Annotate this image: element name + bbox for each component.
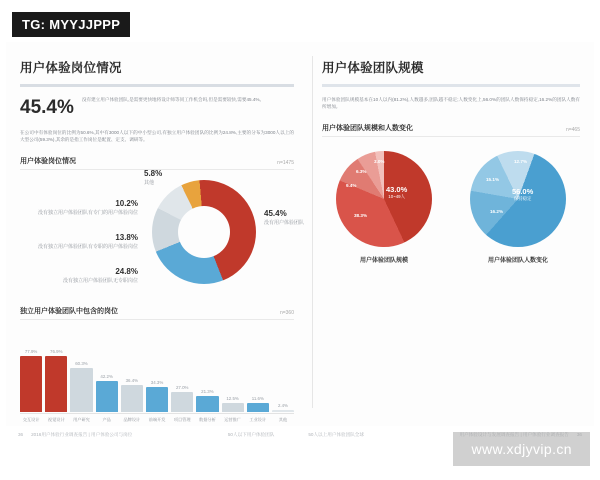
right-column <box>308 42 594 426</box>
bar-value: 2.4% <box>277 402 288 408</box>
bar <box>45 356 67 411</box>
bar-group <box>121 326 143 412</box>
left-section-title: 用户体验岗位情况 <box>20 61 122 75</box>
bar-group <box>222 326 244 412</box>
footer-note-left: 2016用户体验行业调查报告 | 用户体验公司与岗位 <box>31 432 133 437</box>
chart2-sample-size: n=360 <box>279 309 294 316</box>
bar-category-label: 其他 <box>278 416 288 422</box>
bar-group <box>96 326 118 412</box>
left-headline-block <box>20 96 294 119</box>
chart2-header <box>20 306 294 320</box>
bar-value: 34.3% <box>150 379 164 385</box>
report-page <box>6 42 594 426</box>
pie-team-size <box>322 151 446 264</box>
pie-headcount-caption: 用户体验团队人数变化 <box>487 257 548 264</box>
pie-headcount-change <box>456 151 580 264</box>
footer-mid-right: 50人以上用户体验团队全球 <box>308 432 364 437</box>
bar <box>146 387 168 412</box>
footer-mid-left: 50人以下用户体验团队 <box>227 432 275 437</box>
bar-value: 11.6% <box>251 396 264 402</box>
donut-chart <box>20 168 305 302</box>
donut-annotation-no-team: 45.4% 没有用户体验团队 <box>264 208 305 227</box>
left-paragraph: 在公司中有体验岗位的比例为50.6%,其中有3000人以下的中小型公司,有独立用户体验团队的比例为24.8%,主要的分布为3000人以上的大型公司(59.3%),其余的是指工作岗位是配置、定支、调研等。 <box>20 129 294 143</box>
bar-category-label: 产品 <box>102 416 111 422</box>
bar-value: 21.3% <box>201 389 214 395</box>
bar-category-label: 运营推广 <box>224 416 241 422</box>
bar-group <box>70 326 92 412</box>
bar <box>121 385 143 411</box>
bar-value: 77.9% <box>24 348 38 354</box>
pie-headcount-change-graphic <box>470 151 566 247</box>
bar-category-label: 交互设计 <box>22 416 40 422</box>
bar-value: 60.3% <box>75 361 88 367</box>
right-section-title: 用户体验团队规模 <box>322 61 424 75</box>
left-headline-text: 没有建立用户体验团队,是需要更快地将设计师等同工作机会吗,但是需要较快,需要45.4%。 <box>81 97 265 102</box>
footer-page-left: 36 <box>18 432 24 437</box>
pie-team-size-slice-3: 9.4% <box>346 182 357 188</box>
bar <box>20 356 42 412</box>
donut-ring <box>152 180 256 284</box>
telegram-badge: TG: MYYJJPPP <box>12 12 130 37</box>
left-title-rule <box>20 84 294 87</box>
pie-team-size-caption: 用户体验团队规模 <box>359 257 408 264</box>
donut-annotation-24-8: 24.8% 没有独立用户体验团队无专职岗位 <box>62 266 138 285</box>
pie-team-size-slice-4: 6.3% <box>356 168 367 174</box>
bar <box>222 403 244 412</box>
chart1-sample-size: n=1475 <box>277 159 294 166</box>
bar <box>96 381 118 411</box>
bar <box>272 410 294 412</box>
bar <box>247 403 269 411</box>
bar-category-label: 品牌设计 <box>123 416 141 422</box>
bar-category-label: 前端开发 <box>148 416 166 422</box>
bar-value: 42.2% <box>100 374 113 380</box>
donut-annotation-other: 5.8% 其他 <box>144 168 163 187</box>
pie-team-size-slice-5: 3.0% <box>374 158 385 164</box>
watermark: www.xdjyvip.cn <box>453 432 590 466</box>
bar-value: 36.4% <box>125 378 139 384</box>
pie-headcount-center: 56.0% 保持稳定 <box>512 186 534 202</box>
footer-middle <box>228 432 364 438</box>
chart2-title: 独立用户体验团队中包含的岗位 <box>20 307 118 315</box>
right-chart-sample-size: n=465 <box>565 126 580 133</box>
right-chart-header <box>322 123 580 137</box>
left-column <box>6 42 308 426</box>
right-title-rule <box>322 84 580 87</box>
bar <box>70 368 92 411</box>
pie-team-size-center: 43.0% 10~49人 <box>386 184 408 200</box>
right-chart-title: 用户体验团队规模和人数变化 <box>322 124 413 132</box>
bar-group <box>171 326 193 412</box>
pie-charts <box>322 151 580 264</box>
bar-value: 12.5% <box>226 395 239 401</box>
bar-group <box>196 326 218 412</box>
bar-category-label: 数据分析 <box>199 416 216 422</box>
bar-category-label: 项目管理 <box>173 416 191 422</box>
donut-annotation-13-8: 13.8% 没有独立用户体验团队有专职的用户体验岗位 <box>37 232 138 251</box>
bar-category-label: 工业设计 <box>249 416 267 422</box>
bar <box>196 396 218 411</box>
bar-group <box>272 326 294 412</box>
bar-value: 76.9% <box>50 349 63 355</box>
bar-group <box>45 326 67 412</box>
bar <box>171 392 193 411</box>
bar-category-label: 用户研究 <box>73 416 90 422</box>
pie-team-size-graphic <box>336 151 432 247</box>
bar-value: 27.0% <box>175 385 189 391</box>
bar-chart-labels <box>20 417 294 422</box>
bar-group <box>247 326 269 412</box>
left-headline-number: 45.4% <box>20 97 74 118</box>
donut-annotation-10-2: 10.2% 没有独立用户体验团队有专门的用户体验岗位 <box>37 198 138 217</box>
pie-headcount-slice-4: 12.7% <box>514 158 528 164</box>
pie-team-size-slice-2: 38.3% <box>354 212 368 218</box>
bar-chart <box>20 326 294 412</box>
pie-headcount-slice-2: 16.2% <box>490 208 504 214</box>
bar-group <box>146 326 168 412</box>
bar-group <box>20 326 42 412</box>
right-paragraph: 用户体验团队规模基本在10人以内(81.2%),人数越多,团队越不稳定;人数变化上,56.0%的团队人数保持稳定,16.2%的团队人数有所增加。 <box>322 97 580 110</box>
bar-category-label: 视觉设计 <box>47 416 65 422</box>
bar-chart-axis <box>20 413 294 414</box>
pie-headcount-slice-3: 15.1% <box>486 176 500 182</box>
chart1-title: 用户体验岗位情况 <box>20 157 76 165</box>
